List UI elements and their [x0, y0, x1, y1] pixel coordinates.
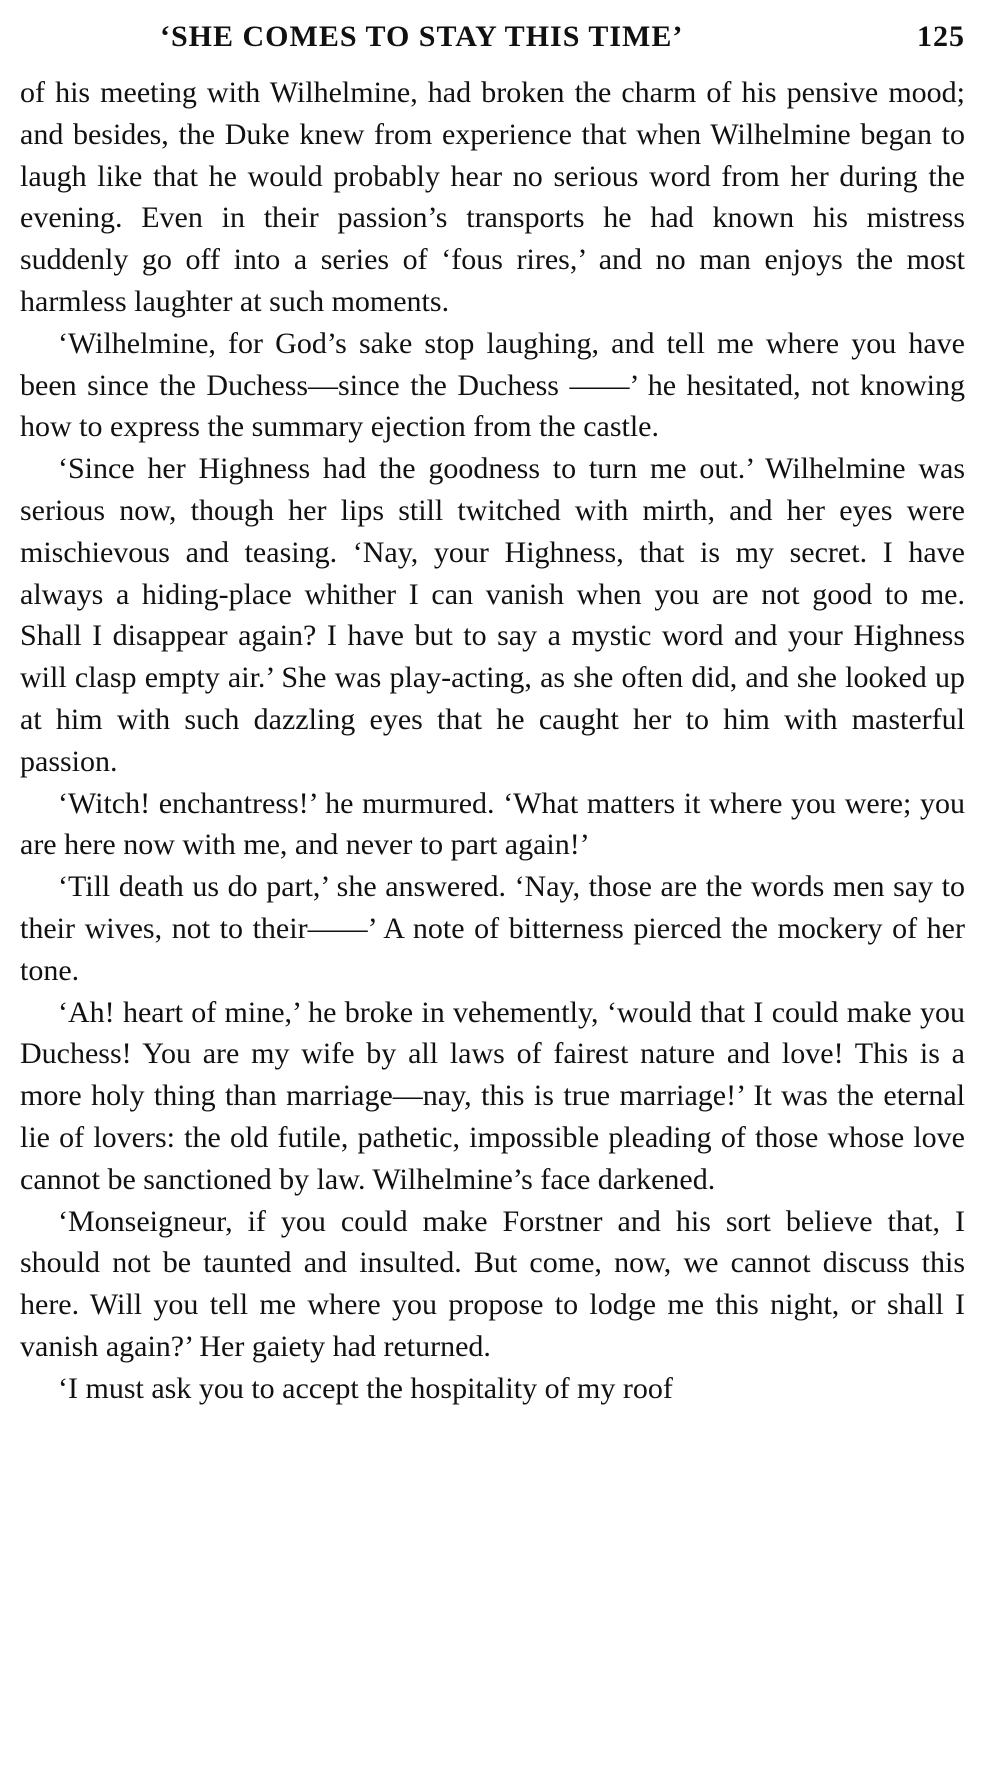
page-number: 125 — [917, 20, 965, 53]
running-head — [20, 20, 965, 72]
paragraph: ‘Till death us do part,’ she answered. ‘Nay, those are the words men say to their wives, not to their——’ A note of bitterness pierced the mockery of her tone. — [20, 870, 965, 987]
paragraph: ‘Ah! heart of mine,’ he broke in vehemently, ‘would that I could make you Duchess! You are my wife by all laws of fairest nature and love! This is a more holy thing than marriage—nay, this is true marriage!’ It was the eternal lie of lovers: the old futile, pathetic, impossible pleading of those whose love cannot be sanctioned by law. Wilhelmine’s face darkened. — [20, 995, 965, 1196]
book-page — [20, 20, 965, 1410]
paragraph: ‘I must ask you to accept the hospitality of my roof — [58, 1371, 673, 1405]
paragraph: ‘Since her Highness had the goodness to turn me out.’ Wilhelmine was serious now, though her lips still twitched with mirth, and her eyes were mischievous and teasing. ‘Nay, your Highness, that is my secret. I have always a hiding-place whither I can vanish when you are not good to me. Shall I disappear again? I have but to say a mystic word and your Highness will clasp empty air.’ She was play-acting, as she often did, and she looked up at him with such dazzling eyes that he caught her to him with masterful passion. — [20, 452, 965, 778]
paragraph: ‘Wilhelmine, for God’s sake stop laughing, and tell me where you have been since the Duchess—since the Duchess ——’ he hesitated, not knowing how to express the summary ejection from the castle. — [20, 326, 965, 444]
paragraph: ‘Witch! enchantress!’ he murmured. ‘What matters it where you were; you are here now with me, and never to part again!’ — [20, 786, 965, 862]
paragraph: of his meeting with Wilhelmine, had broken the charm of his pensive mood; and besides, the Duke knew from experience that when Wilhelmine began to laugh like that he would probably hear no serious word from her during the evening. Even in their passion’s transports he had known his mistress suddenly go off into a series of ‘fous rires,’ and no man enjoys the most harmless laughter at such moments. — [20, 76, 965, 318]
paragraph: ‘Monseigneur, if you could make Forstner and his sort believe that, I should not be taunted and insulted. But come, now, we cannot discuss this here. Will you tell me where you propose to lodge me this night, or shall I vanish again?’ Her gaiety had returned. — [20, 1204, 965, 1363]
body-text — [20, 72, 965, 1410]
running-title: ‘SHE COMES TO STAY THIS TIME’ — [160, 20, 684, 53]
